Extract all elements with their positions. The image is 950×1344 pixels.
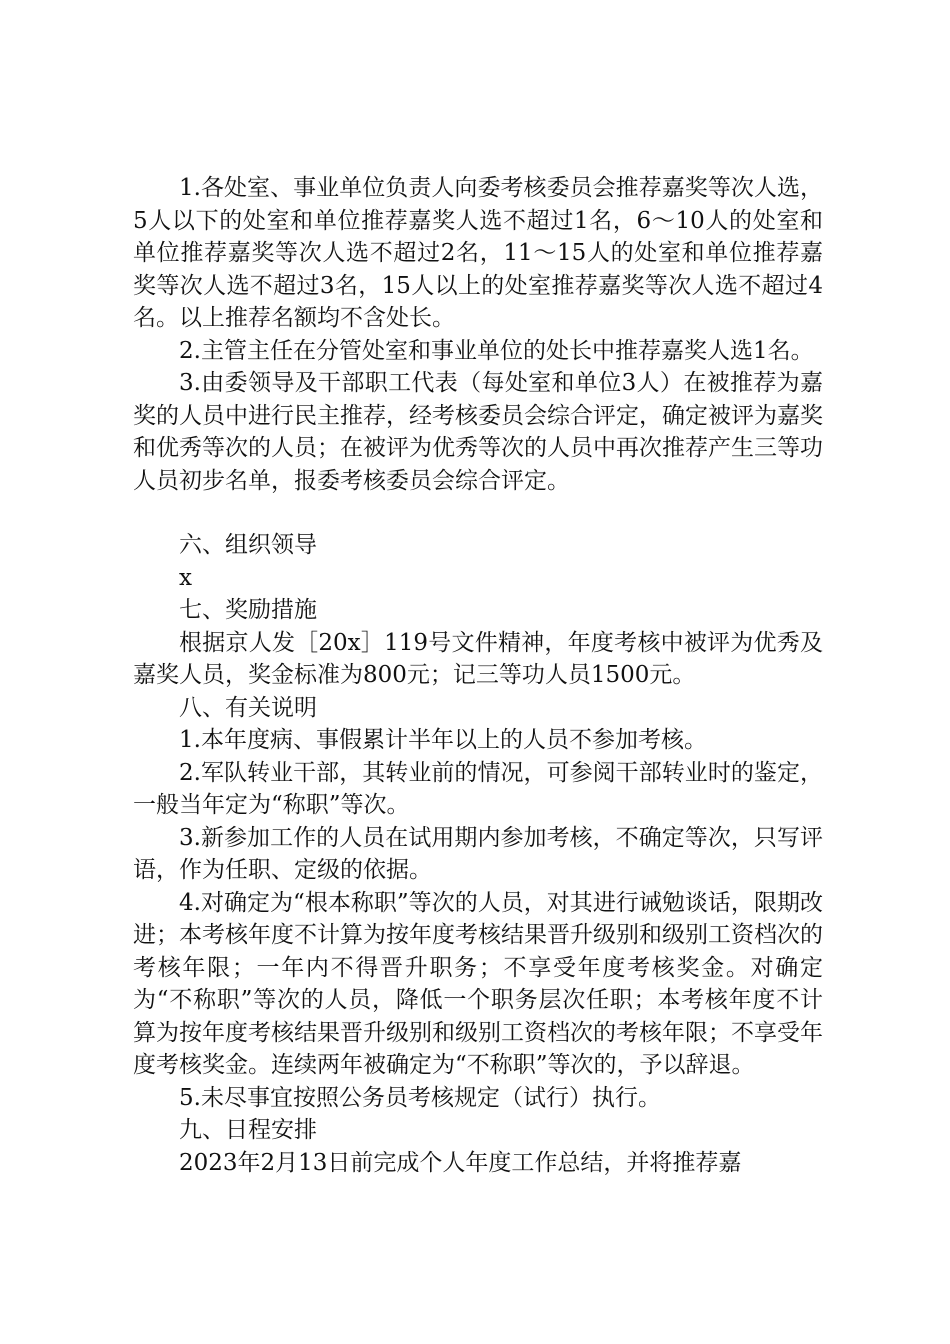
paragraph-gap xyxy=(133,497,823,529)
paragraph-note-3: 3.新参加工作的人员在试用期内参加考核，不确定等次，只写评语，作为任职、定级的依据。 xyxy=(133,824,823,883)
paragraph-rewards-body: 根据京人发［20x］119号文件精神，年度考核中被评为优秀及嘉奖人员，奖金标准为800元；记三等功人员1500元。 xyxy=(133,629,823,688)
document-page xyxy=(133,172,823,1179)
paragraph-note-1: 1.本年度病、事假累计半年以上的人员不参加考核。 xyxy=(179,727,707,753)
section-heading-schedule: 九、日程安排 xyxy=(179,1117,317,1143)
paragraph-schedule-body: 2023年2月13日前完成个人年度工作总结，并将推荐嘉 xyxy=(179,1149,742,1176)
section-heading-organization: 六、组织领导 xyxy=(179,532,317,558)
paragraph-recommend-award-candidates: 1.各处室、事业单位负责人向委考核委员会推荐嘉奖等次人选，5人以下的处室和单位推荐嘉奖人选不超过1名，6～10人的处室和单位推荐嘉奖等次人选不超过2名，11～15人的处室和单位推荐嘉奖等次人选不超过3名，15人以上的处室推荐嘉奖等次人选不超过4名。以上推荐名额均不含处长。 xyxy=(133,175,823,331)
paragraph-note-2: 2.军队转业干部，其转业前的情况，可参阅干部转业时的鉴定，一般当年定为“称职”等次。 xyxy=(133,759,823,818)
paragraph-director-recommend: 2.主管主任在分管处室和事业单位的处长中推荐嘉奖人选1名。 xyxy=(179,337,814,364)
section-heading-rewards: 七、奖励措施 xyxy=(179,597,317,623)
section-heading-notes: 八、有关说明 xyxy=(179,694,317,721)
paragraph-organization-body: x xyxy=(179,564,192,591)
paragraph-note-5: 5.未尽事宜按照公务员考核规定（试行）执行。 xyxy=(179,1084,661,1111)
paragraph-democratic-recommend: 3.由委领导及干部职工代表（每处室和单位3人）在被推荐为嘉奖的人员中进行民主推荐，经考核委员会综合评定，确定被评为嘉奖和优秀等次的人员；在被评为优秀等次的人员中再次推荐产生三等功人员初步名单，报委考核委员会综合评定。 xyxy=(133,370,823,494)
paragraph-note-4: 4.对确定为“根本称职”等次的人员，对其进行诫勉谈话，限期改进；本考核年度不计算为按年度考核结果晋升级别和级别工资档次的考核年限；一年内不得晋升职务；不享受年度考核奖金。对确定为“不称职”等次的人员，降低一个职务层次任职；本考核年度不计算为按年度考核结果晋升级别和级别工资档次的考核年限；不享受年度考核奖金。连续两年被确定为“不称职”等次的，予以辞退。 xyxy=(133,889,823,1078)
